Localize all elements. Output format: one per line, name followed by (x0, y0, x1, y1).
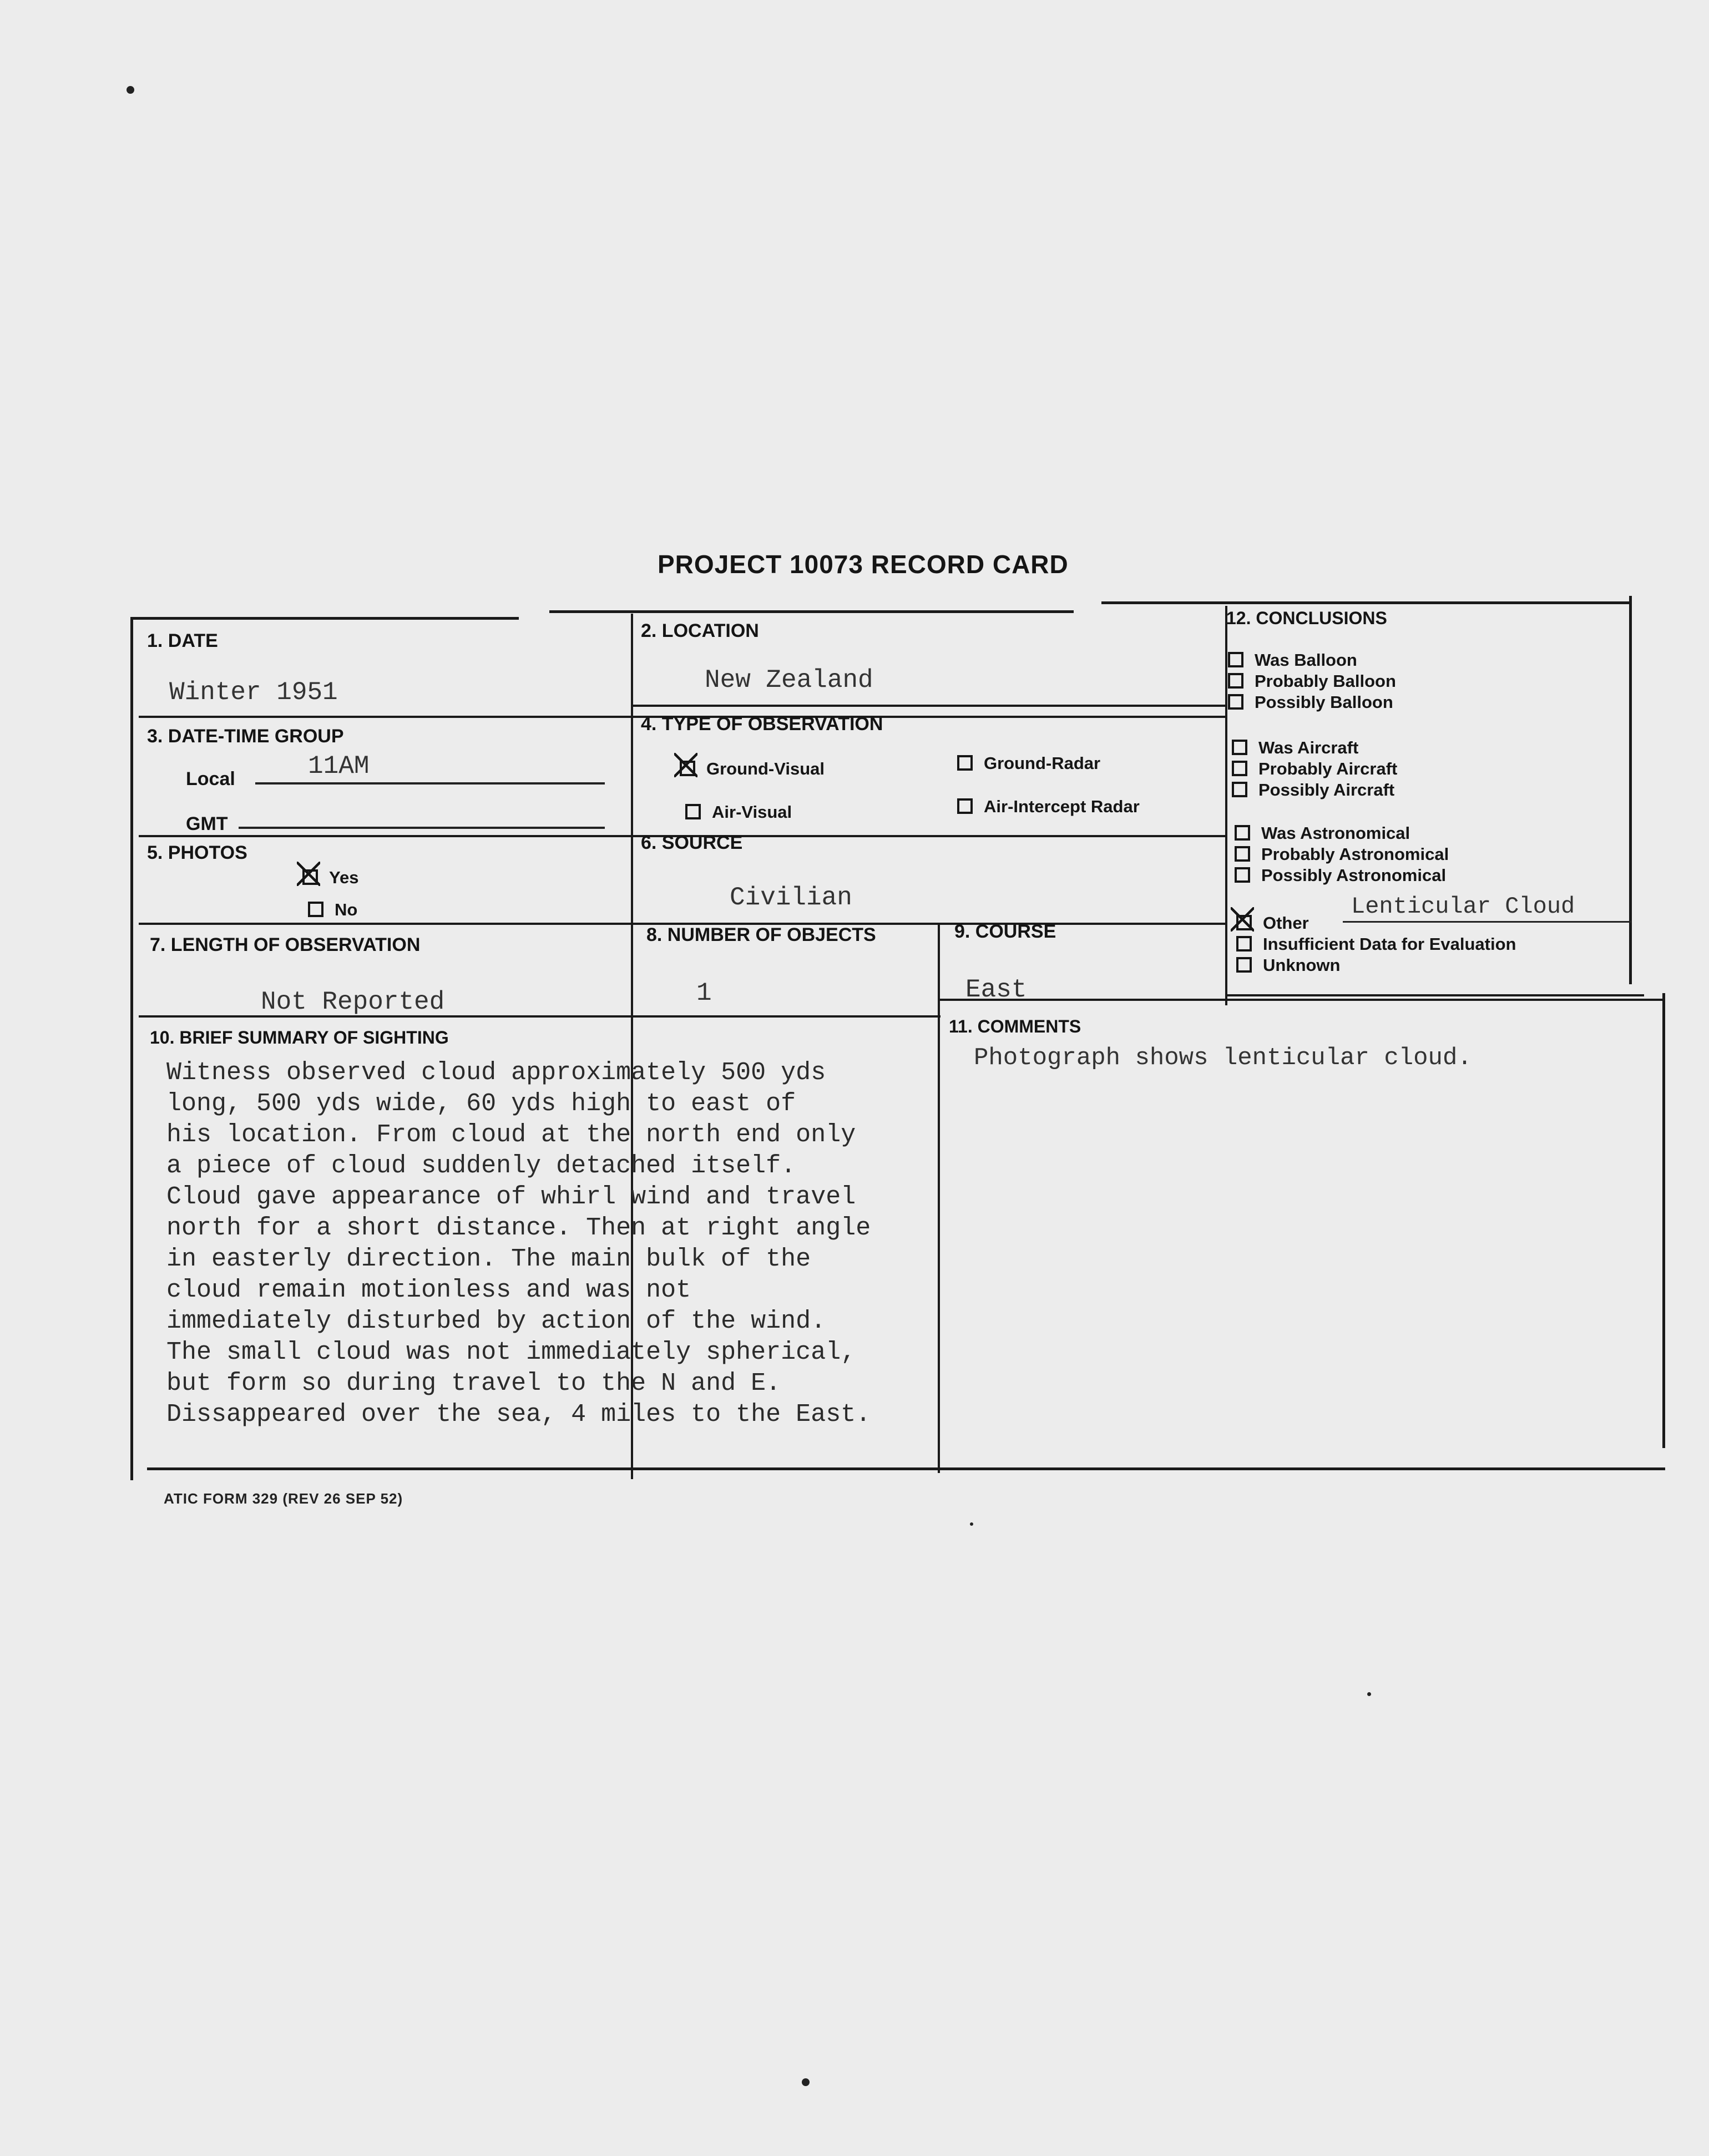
scan-speck (970, 1522, 973, 1526)
comments-label: 11. COMMENTS (949, 1016, 1081, 1036)
summary-line: a piece of cloud suddenly detached itself. (166, 1152, 796, 1180)
card-border-right (1662, 993, 1665, 1448)
local-time-line (255, 782, 605, 785)
summary-line: his location. From cloud at the north end only (166, 1121, 856, 1149)
date-value: Winter 1951 (169, 678, 338, 707)
option-ground-visual[interactable]: Ground-Visual (680, 759, 825, 779)
conclusion-insufficient-data[interactable]: Insufficient Data for Evaluation (1236, 934, 1516, 954)
course-label: 9. COURSE (954, 921, 1056, 942)
gmt-line (239, 827, 605, 829)
local-time-label: Local (186, 768, 235, 789)
grid-line (938, 999, 1665, 1001)
checkbox-icon (957, 798, 973, 814)
conclusion-possibly-aircraft[interactable]: Possibly Aircraft (1232, 780, 1394, 800)
card-border-bottom (147, 1467, 1665, 1470)
summary-line: Witness observed cloud approximately 500 yds (166, 1059, 826, 1087)
comments-value: Photograph shows lenticular cloud. (974, 1044, 1472, 1072)
checkbox-icon (308, 902, 323, 917)
checkbox-checked-icon (302, 869, 318, 885)
checkbox-icon (1236, 936, 1252, 952)
location-label: 2. LOCATION (641, 620, 759, 641)
date-time-group-label: 3. DATE-TIME GROUP (147, 726, 344, 747)
number-of-objects-value: 1 (696, 979, 712, 1008)
date-label: 1. DATE (147, 630, 218, 651)
conclusions-label: 12. CONCLUSIONS (1226, 608, 1387, 628)
checkbox-icon (1235, 867, 1250, 883)
card-border-top (549, 610, 1074, 613)
location-value: New Zealand (705, 666, 873, 695)
photos-label: 5. PHOTOS (147, 842, 247, 863)
checkbox-icon (1232, 782, 1247, 797)
conclusion-probably-balloon[interactable]: Probably Balloon (1228, 671, 1396, 691)
conclusion-other[interactable]: Other (1236, 913, 1309, 933)
summary-line: Cloud gave appearance of whirl wind and travel (166, 1183, 856, 1211)
other-line (1343, 921, 1631, 923)
summary-line: Dissappeared over the sea, 4 miles to the East. (166, 1400, 871, 1429)
conclusion-probably-aircraft[interactable]: Probably Aircraft (1232, 759, 1397, 779)
checkbox-icon (1235, 825, 1250, 841)
conclusion-probably-astronomical[interactable]: Probably Astronomical (1235, 844, 1449, 864)
source-label: 6. SOURCE (641, 832, 743, 853)
gmt-label: GMT (186, 813, 228, 834)
checkbox-checked-icon (1236, 915, 1252, 930)
summary-line: north for a short distance. Then at right angle (166, 1214, 871, 1242)
option-air-intercept-radar[interactable]: Air-Intercept Radar (957, 797, 1140, 817)
summary-line: immediately disturbed by action of the wind. (166, 1307, 826, 1335)
conclusion-possibly-astronomical[interactable]: Possibly Astronomical (1235, 866, 1446, 885)
conclusion-was-astronomical[interactable]: Was Astronomical (1235, 823, 1410, 843)
conclusion-unknown[interactable]: Unknown (1236, 955, 1341, 975)
local-time-value: 11AM (308, 752, 370, 781)
length-of-observation-value: Not Reported (261, 988, 445, 1016)
grid-line (633, 705, 1226, 707)
checkbox-icon (1228, 694, 1243, 710)
checkbox-checked-icon (680, 761, 695, 776)
conclusion-other-value: Lenticular Cloud (1351, 893, 1575, 920)
length-of-observation-label: 7. LENGTH OF OBSERVATION (150, 934, 421, 955)
card-border-top (1101, 601, 1631, 604)
option-air-visual[interactable]: Air-Visual (685, 802, 792, 822)
type-of-observation-label: 4. TYPE OF OBSERVATION (641, 713, 883, 735)
card-title: PROJECT 10073 RECORD CARD (658, 550, 1069, 579)
course-value: East (965, 975, 1027, 1004)
checkbox-icon (1232, 740, 1247, 755)
checkbox-icon (957, 755, 973, 771)
summary-line: long, 500 yds wide, 60 yds high to east of (166, 1090, 796, 1118)
card-border-right (1629, 596, 1632, 984)
card-border-top (130, 617, 519, 620)
checkbox-icon (1236, 957, 1252, 973)
grid-line (139, 1015, 941, 1018)
summary-line: The small cloud was not immediately spherical, (166, 1338, 856, 1367)
brief-summary-label: 10. BRIEF SUMMARY OF SIGHTING (150, 1028, 449, 1047)
option-photos-no[interactable]: No (308, 900, 357, 920)
summary-line: in easterly direction. The main bulk of the (166, 1245, 811, 1273)
form-id: ATIC FORM 329 (REV 26 SEP 52) (164, 1490, 403, 1507)
number-of-objects-label: 8. NUMBER OF OBJECTS (646, 924, 876, 945)
summary-line: cloud remain motionless and was not (166, 1276, 691, 1304)
conclusion-possibly-balloon[interactable]: Possibly Balloon (1228, 692, 1393, 712)
checkbox-icon (1228, 652, 1243, 667)
conclusion-was-balloon[interactable]: Was Balloon (1228, 650, 1357, 670)
conclusion-was-aircraft[interactable]: Was Aircraft (1232, 738, 1358, 758)
checkbox-icon (685, 804, 701, 819)
scan-speck (127, 86, 134, 94)
checkbox-icon (1232, 761, 1247, 776)
option-ground-radar[interactable]: Ground-Radar (957, 753, 1100, 773)
grid-line (938, 924, 940, 1473)
grid-line (1225, 606, 1227, 1005)
summary-line: but form so during travel to the N and E. (166, 1369, 781, 1398)
scan-speck (1367, 1692, 1371, 1696)
checkbox-icon (1228, 673, 1243, 689)
scan-speck (802, 2078, 810, 2086)
source-value: Civilian (730, 883, 852, 912)
option-photos-yes[interactable]: Yes (302, 868, 358, 888)
card-border-left (130, 617, 133, 1480)
checkbox-icon (1235, 846, 1250, 862)
grid-line (1225, 994, 1644, 996)
